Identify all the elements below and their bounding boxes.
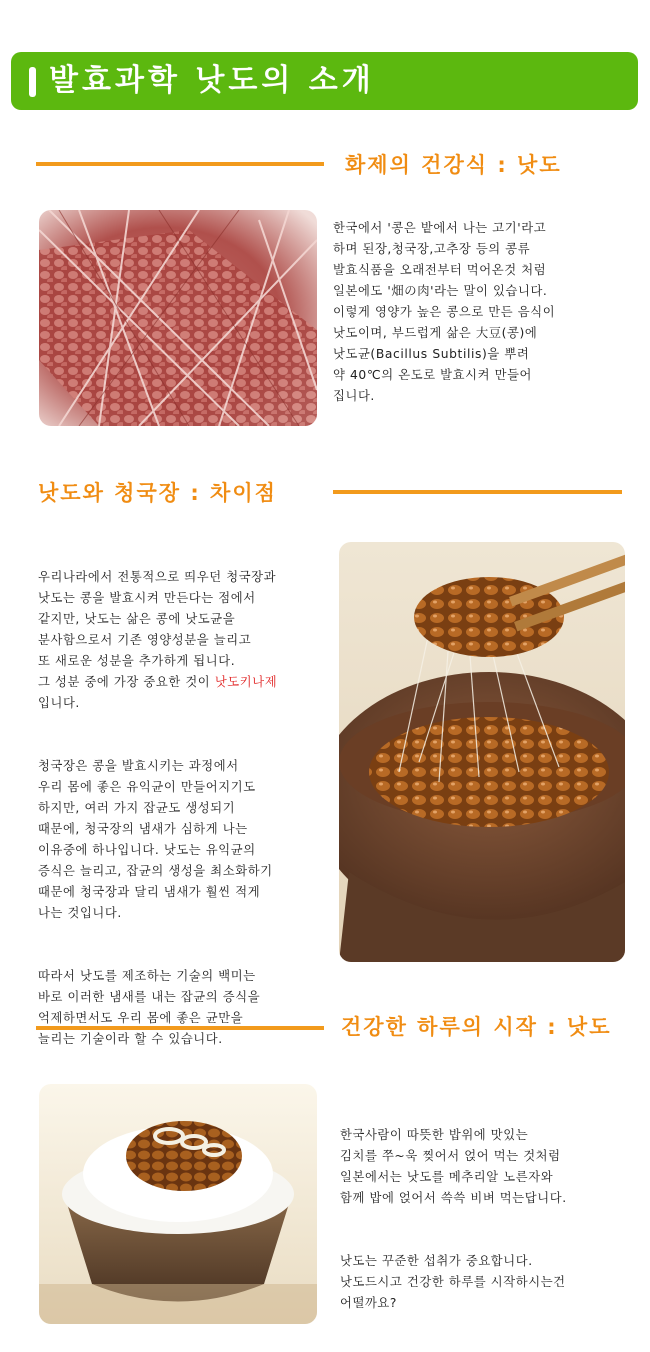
section2-p1-end: 입니다. <box>38 696 80 710</box>
section1-rule <box>36 162 324 166</box>
natto-rice-bowl-photo <box>39 1084 317 1324</box>
section2-p1-text: 우리나라에서 전통적으로 띄우던 청국장과 낫도는 콩을 발효시켜 만든다는 점에서 같지만, 낫도는 삶은 콩에 낫도균을 분사함으로서 기존 영양성분을 늘리고 또 새로운 성분을 추가하게 됩니다. 그 성분 중에 가장 중요한 것이 <box>38 570 277 689</box>
section2-heading: 낫도와 청국장 : 차이점 <box>38 481 277 505</box>
nattokinase-highlight: 낫도키나제 <box>214 675 278 689</box>
section1-heading: 화제의 건강식 : 낫도 <box>345 153 562 177</box>
natto-chopsticks-photo <box>339 542 625 962</box>
section2-text <box>38 546 328 1071</box>
section3-text <box>340 1104 632 1335</box>
section3-paragraph-2: 낫도는 꾸준한 섭취가 중요합니다. 낫도드시고 건강한 하루를 시작하시는건 어떨까요? <box>340 1254 566 1310</box>
section2-paragraph-1 <box>38 567 328 714</box>
banner-bar-decoration <box>29 67 36 97</box>
section3-heading: 건강한 하루의 시작 : 낫도 <box>341 1015 612 1039</box>
section3-paragraph-1: 한국사람이 따뜻한 밥위에 맛있는 김치를 쭈~욱 찢어서 얹어 먹는 것처럼 일본에서는 낫도를 메추리알 노른자와 함께 밥에 얹어서 쓱쓱 비벼 먹는답니다. <box>340 1128 567 1205</box>
title-banner <box>11 52 638 110</box>
natto-straw-photo <box>39 210 317 426</box>
page-title: 발효과학 낫도의 소개 <box>49 63 375 98</box>
section1-text: 한국에서 '콩은 밭에서 나는 고기'라고 하며 된장,청국장,고추장 등의 콩류 발효식품을 오래전부터 먹어온것 처럼 일본에도 '畑の肉'라는 말이 있습니다. 이렇게 영양가 높은 콩으로 만든 음식이 낫도이며, 부드럽게 삶은 大豆(콩)에 낫도균(Bacillus Subtilis)을 뿌려 약 40℃의 온도로 발효시켜 만들어 집니다. <box>333 221 556 403</box>
section2-rule <box>333 490 622 494</box>
section2-paragraph-2: 청국장은 콩을 발효시키는 과정에서 우리 몸에 좋은 유익균이 만들어지기도 하지만, 여러 가지 잡균도 생성되기 때문에, 청국장의 냄새가 심하게 나는 이유중에 하나입니다. 낫도는 유익균의 증식은 늘리고, 잡균의 생성을 최소화하기 때문에 청국장과 달리 냄새가 훨씬 적게 나는 것입니다. <box>38 759 273 920</box>
section3-rule <box>36 1026 324 1030</box>
section2-paragraph-3: 따라서 낫도를 제조하는 기술의 백미는 바로 이러한 냄새를 내는 잡균의 증식을 억제하면서도 우리 몸에 좋은 균만을 늘리는 기술이라 할 수 있습니다. <box>38 969 261 1046</box>
